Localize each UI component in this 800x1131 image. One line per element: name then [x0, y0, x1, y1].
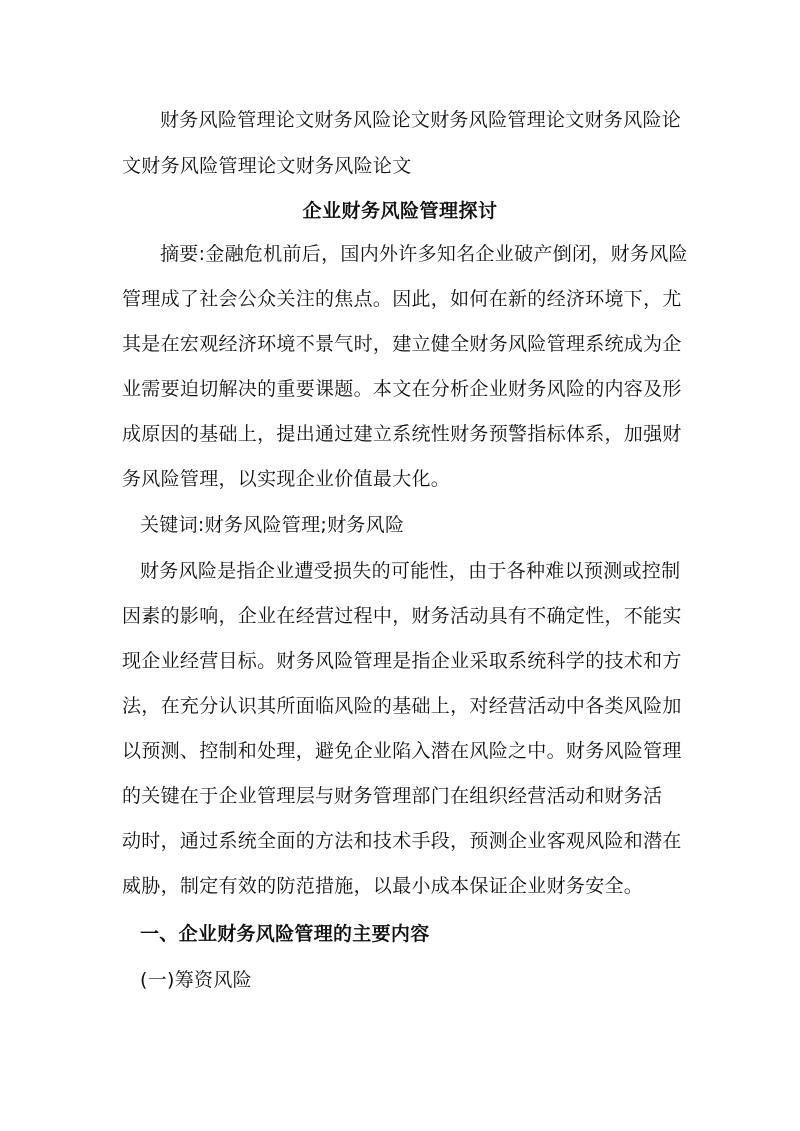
document-title: 企业财务风险管理探讨 — [302, 200, 498, 222]
header-line-2: 文财务风险管理论文财务风险论文 — [122, 155, 412, 177]
abstract-line-6: 务风险管理，以实现企业价值最大化。 — [122, 468, 451, 490]
body-line-1: 财务风险是指企业遭受损失的可能性，由于各种难以预测或控制 — [140, 560, 681, 582]
subsection-heading: (一)筹资风险 — [140, 969, 252, 991]
body-line-2: 因素的影响，企业在经营过程中，财务活动具有不确定性，不能实 — [122, 605, 682, 627]
body-line-6: 的关键在于企业管理层与财务管理部门在组织经营活动和财务活 — [122, 785, 663, 807]
body-line-5: 以预测、控制和处理，避免企业陷入潜在风险之中。财务风险管理 — [122, 740, 682, 762]
keywords-line: 关键词:财务风险管理;财务风险 — [140, 514, 405, 536]
body-line-4: 法，在充分认识其所面临风险的基础上，对经营活动中各类风险加 — [122, 695, 682, 717]
section-heading: 一、企业财务风险管理的主要内容 — [140, 923, 430, 945]
body-line-7: 动时，通过系统全面的方法和技术手段，预测企业客观风险和潜在 — [122, 830, 682, 852]
abstract-line-2: 管理成了社会公众关注的焦点。因此，如何在新的经济环境下，尤 — [122, 288, 682, 310]
abstract-line-3: 其是在宏观经济环境不景气时，建立健全财务风险管理系统成为企 — [122, 333, 682, 355]
abstract-line-4: 业需要迫切解决的重要课题。本文在分析企业财务风险的内容及形 — [122, 378, 682, 400]
body-line-3: 现企业经营目标。财务风险管理是指企业采取系统科学的技术和方 — [122, 650, 682, 672]
abstract-line-1: 摘要:金融危机前后，国内外许多知名企业破产倒闭，财务风险 — [160, 243, 688, 265]
header-line-1: 财务风险管理论文财务风险论文财务风险管理论文财务风险论 — [160, 109, 682, 131]
body-line-8: 威胁，制定有效的防范措施，以最小成本保证企业财务安全。 — [122, 875, 644, 897]
abstract-line-5: 成原因的基础上，提出通过建立系统性财务预警指标体系，加强财 — [122, 423, 682, 445]
